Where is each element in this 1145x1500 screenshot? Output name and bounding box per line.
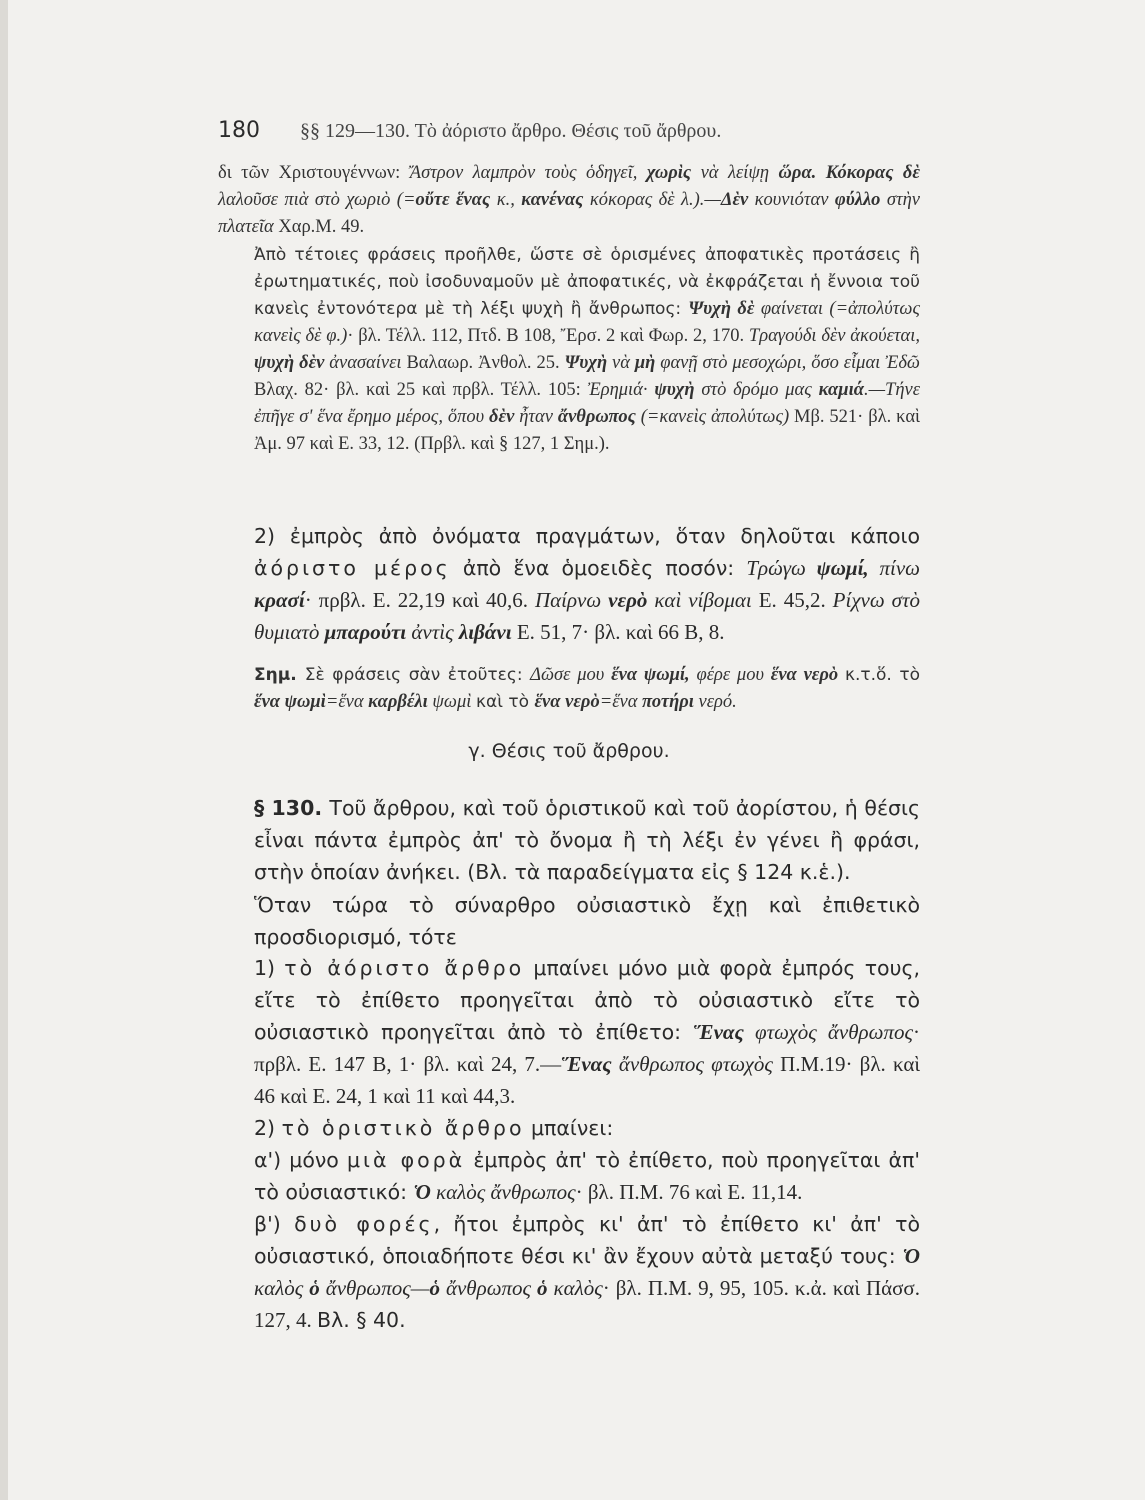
p2-run: .—Τήνε ἐπῆγε σ' ἕνα ἔρημο μέρος, ὅπου (254, 380, 921, 427)
p2-run: ἦταν (519, 407, 558, 427)
note-run: Σὲ φράσεις σὰν ἐτοῦτες: (304, 665, 531, 685)
p1-run: Ἄστρον λαμπρὸν τοὺς ὁδηγεῖ, (409, 163, 647, 183)
page-number: 180 (218, 118, 260, 143)
p3-run: Ρίχνω στὸ θυμιατὸ (254, 588, 921, 644)
p1-run: χωρὶς (646, 163, 701, 183)
note-run: καὶ τὸ (476, 692, 535, 712)
p6-run: Ἕνας (561, 1052, 619, 1076)
p3-run: πίνω (879, 556, 921, 580)
p7-run: 2) (254, 1116, 282, 1140)
running-head: §§ 129—130. Τὸ ἀόριστο ἄρθρο. Θέσις τοῦ ἄρθρου. (300, 120, 722, 142)
note-run: ποτήρι (642, 692, 699, 712)
p7-run: τὸ ὁριστικὸ ἄρθρο (281, 1116, 525, 1140)
p2-run: ἄνθρωπος (557, 407, 641, 427)
p1-run: λαλοῦσε πιὰ στὸ χωριὸ (= (218, 190, 416, 210)
p3-run: 2) ἐμπρὸς ἀπὸ ὀνόματα πραγμάτων, ὅταν δηλοῦται κάποιο (254, 524, 920, 548)
p4-run: § 130. (254, 796, 330, 820)
p2-run: Βαλαωρ. Ἀνθολ. 25. (406, 353, 565, 373)
p2-run: Ἐρημιά· (587, 380, 655, 400)
p8-run: μιὰ φορὰ (346, 1148, 466, 1172)
p2-run: Βλαχ. 82· βλ. καὶ 25 καὶ πρβλ. Τέλλ. 105: (254, 380, 588, 400)
p3-run: μπαρούτι (324, 620, 412, 644)
p3-run: κρασί (254, 588, 305, 612)
paragraph-1-indefinite-once (218, 952, 920, 1112)
note-run: = (325, 692, 339, 712)
p9-run: δυὸ φορές (294, 1212, 434, 1236)
p1-run: φύλλο (834, 190, 887, 210)
note-run: ἕνα (338, 692, 369, 712)
p1-run: ὥρα. Κόκορας δὲ (778, 163, 920, 183)
p1-run: δι τῶν Χριστουγέννων: (218, 163, 410, 183)
paragraph-a-once (218, 1144, 920, 1208)
p1-run: Χαρ.Μ. 49. (278, 217, 365, 237)
note-run: κ.τ.ὅ. τὸ (844, 665, 921, 685)
note-run: Δῶσε μου (530, 665, 612, 685)
p8-run: α') μόνο (254, 1148, 347, 1172)
p9-run: καλὸς (553, 1276, 603, 1300)
p1-run: οὔτε ἕνας (415, 190, 497, 210)
p3-run: Ε. 45,2. (758, 588, 833, 612)
note-run: ἕνα (612, 692, 643, 712)
note-run: ἕνα νερὸ (770, 665, 845, 685)
p1-run: στὴν πλατεῖα (218, 190, 920, 237)
p9-run: ὁ (429, 1276, 446, 1300)
p1-run: κουνιόταν (754, 190, 835, 210)
paragraph-example-christmas (218, 160, 920, 241)
p6-run: φτωχὸς ἄνθρωπος (754, 1020, 913, 1044)
p2-run: φανῇ στὸ μεσοχώρι, ὅσο εἶμαι Ἐδῶ (660, 353, 920, 373)
paragraph-note (218, 662, 920, 716)
p2-run: Ψυχὴ (564, 353, 613, 373)
paragraph-articular-noun (218, 889, 920, 953)
note-run: ἕνα ψωμί, (611, 665, 697, 685)
p1-run: κόκορας δὲ λ.).— (589, 190, 721, 210)
p2-run: Ἀπὸ τέτοιες φράσεις προῆλθε, ὥστε σὲ ὁρισμένες ἀποφατικὲς προτάσεις ἢ ἐρωτηματικές, ποὺ ἰσοδυναμοῦν μὲ ἀποφατικές, νὰ ἐκφράζεται ἡ ἔννοια τοῦ κανεὶς ἐντονότερα μὲ τὴ λέξι ψυχὴ ἢ ἄνθρωπος: (254, 245, 920, 319)
p6-run: 1) (254, 956, 285, 980)
p2-run: καμιά (818, 380, 864, 400)
p2-run: (=κανεὶς ἀπολύτως) (640, 407, 795, 427)
p2-run: νὰ (612, 353, 635, 373)
p2-run: Τραγούδι δὲν ἀκούεται, (748, 326, 921, 346)
p2-run: ψυχὴ (654, 380, 702, 400)
p9-run: , ἤτοι ἐμπρὸς κι' ἀπ' τὸ ἐπίθετο κι' ἀπ' τὸ οὐσιαστικό, ὁποιαδήποτε θέσι κι' ἂν ἔχουν αὐτὰ μεταξύ τους: (254, 1212, 920, 1268)
p3-run: ἀντὶς (411, 620, 459, 644)
p9-run: β') (254, 1212, 295, 1236)
p8-run: καλὸς ἄνθρωπος (436, 1180, 576, 1204)
note-run: ἕνα νερὸ (534, 692, 600, 712)
p2-run: ψυχὴ δὲν (254, 353, 330, 373)
page-header (218, 118, 918, 143)
p3-run: λιβάνι (458, 620, 517, 644)
p9-run: ὁ (537, 1276, 554, 1300)
paragraph-2-definite (218, 1112, 920, 1144)
note-run: = (599, 692, 613, 712)
p9-run: ἄνθρωπος (445, 1276, 538, 1300)
note-run: ψωμὶ (432, 692, 477, 712)
p9-run: καλὸς (254, 1276, 310, 1300)
p8-run: Ὁ (413, 1180, 437, 1204)
p2-run: μὴ (634, 353, 661, 373)
p7-run: μπαίνει: (524, 1116, 614, 1140)
p9-run: Βλ. § 40. (317, 1308, 406, 1332)
p3-run: ἀπὸ ἕνα ὁμοειδὲς ποσόν: (450, 556, 747, 580)
paragraph-b-twice (218, 1208, 920, 1336)
p6-run: τὸ ἀόριστο ἄρθρο (284, 956, 525, 980)
note-run: νερό. (698, 692, 737, 712)
p1-run: κ., (496, 190, 522, 210)
p9-run: ὁ (309, 1276, 326, 1300)
p1-run: κανένας (521, 190, 590, 210)
p3-run: · πρβλ. Ε. 22,19 καὶ 40,6. (304, 588, 535, 612)
p2-run: Ψυχὴ δὲ (688, 299, 761, 319)
p5-run: Ὅταν τώρα τὸ σύναρθρο οὐσιαστικὸ ἔχῃ καὶ ἐπιθετικὸ προσδιορισμό, τότε (254, 893, 920, 949)
p2-run: · βλ. Τέλλ. 112, Πτδ. Β 108, Ἔρσ. 2 καὶ Φωρ. 2, 170. (347, 326, 749, 346)
section-heading: γ. Θέσις τοῦ ἄρθρου. (468, 740, 670, 762)
p1-run: Δὲν (720, 190, 755, 210)
p9-run: Ὁ (902, 1244, 920, 1268)
p9-run: ἄνθρωπος— (325, 1276, 430, 1300)
note-run: ἕνα ψωμὶ (254, 692, 326, 712)
p6-run: μπαίνει μόνο μιὰ φορὰ ἐμπρός τους, εἴτε τὸ ἐπίθετο προηγεῖται ἀπὸ τὸ οὐσιαστικὸ εἴτε τὸ οὐσιαστικὸ προηγεῖται ἀπὸ τὸ ἐπίθετο: (254, 956, 920, 1044)
p2-run: Μβ. 521· βλ. καὶ Ἀμ. 97 καὶ Ε. 33, 12. (Πρβλ. καὶ § 127, 1 Σημ.). (254, 407, 920, 454)
p2-run: στὸ δρόμο μας (701, 380, 819, 400)
p3-run: Τρώγω (746, 556, 817, 580)
p3-run: ψωμί, (816, 556, 880, 580)
p8-run: ἐμπρὸς ἀπ' τὸ ἐπίθετο, ποὺ προηγεῖται ἀπ' τὸ οὐσιαστικό: (254, 1148, 920, 1204)
p9-run: · βλ. Π.Μ. 9, 95, 105. κ.ἀ. καὶ Πάσσ. 127, 4. (254, 1276, 921, 1332)
p3-run: ἀόριστο μέρος (254, 556, 451, 580)
page-edge-shadow (0, 0, 8, 1500)
p6-run: · πρβλ. Ε. 147 Β, 1· βλ. καὶ 24, 7.— (254, 1020, 920, 1076)
p3-run: νερὸ (608, 588, 655, 612)
note-run: καρβέλι (368, 692, 433, 712)
p2-run: δὲν (489, 407, 520, 427)
p2-run: ἀνασαίνει (329, 353, 407, 373)
paragraph-130-position (218, 792, 920, 888)
p6-run: ἄνθρωπος φτωχὸς (618, 1052, 781, 1076)
p3-run: Ε. 51, 7· βλ. καὶ 66 Β, 8. (516, 620, 725, 644)
p8-run: · βλ. Π.Μ. 76 καὶ Ε. 11,14. (575, 1180, 803, 1204)
p6-run: Ἕνας (693, 1020, 755, 1044)
note-run: Σημ. (254, 665, 305, 685)
note-run: φέρε μου (696, 665, 771, 685)
p3-run: Παίρνω (534, 588, 609, 612)
p3-run: καὶ νίβομαι (654, 588, 759, 612)
p1-run: νὰ λείψῃ (700, 163, 779, 183)
p2-run: φαίνεται (=ἀπολύτως κανεὶς δὲ φ.) (254, 299, 920, 346)
paragraph-negative-sentences (218, 242, 920, 458)
p4-run: Τοῦ ἄρθρου, καὶ τοῦ ὁριστικοῦ καὶ τοῦ ἀορίστου, ἡ θέσις εἶναι πάντα ἐμπρὸς ἀπ' τὸ ὄνομα ἢ τὴ λέξι ἐν γένει ἢ φράσι, στὴν ὁποίαν ἀνήκει. (Βλ. τὰ παραδείγματα εἰς § 124 κ.ἑ.). (254, 796, 921, 884)
p6-run: Π.Μ.19· βλ. καὶ 46 καὶ Ε. 24, 1 καὶ 11 καὶ 44,3. (254, 1052, 920, 1108)
paragraph-2-indefinite-part (218, 520, 920, 648)
